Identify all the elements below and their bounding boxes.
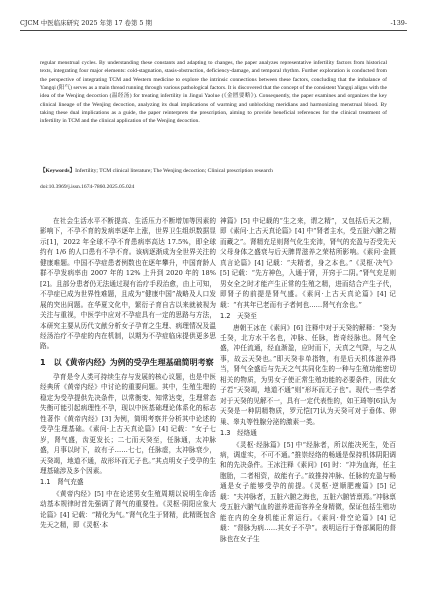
subsection-1-2-paragraph: 唐朝王冰在《素问》[6] 注释中对于天癸的解释：“癸为壬癸，北方水干名也，冲脉、任脉，皆奇经脉也。肾气全盛，冲任流通，经血渐盈，应时而下，天真之气降，与之从事，故云天癸也。”即天癸非单指物，有是后天机体滋养得当，肾气全盛后与先天之气共同化生的一种与生殖功能密切相关的物质，为男女子使正常生殖功能的必要条件，因此女子若“天癸竭，地道不通”则“形坏而无子也”。现代一些学者对于天癸的见解不一，具有一定代表性的，如王琦等[6]认为天癸是一种阴精物质，罗元恺[7]认为天癸可对于垂体、卵巢、睾丸等性腺分泌的激素一类。 <box>220 323 396 426</box>
journal-citation: CJCM 中医临床研究 2025 年第 17 卷第 5 期 <box>20 19 152 27</box>
subsection-heading-1-3: 1.3 经络通 <box>220 429 257 438</box>
running-head <box>20 18 407 31</box>
subsection-1-1-paragraph: 《黄帝内经》[5] 中在论述男女生殖周期以说明生命活动基本规律时首先强调了肾气的重要性。《灵枢·阴阳应象大论篇》[4] 记载：“精化为气。”肾气化生于肾精，此精既包含先天之精，即《灵枢·本 <box>40 489 216 530</box>
abstract-text: regular menstrual cycles. By understanding these constants and adapting to changes, the paper analyzes representative infertility factors from historical texts, integrating four major elements: cold-stagnation, stasis-obstruction, deficiency-damage, and temporal rhythm. Further exploration is conducted from the perspective of integrating TCM and Western medicine to explore the intrinsic connections between these factors, concluding that the imbalance of Yangqi (阳气) serves as a main thread running through various pathological factors. It is discovered that the concept of the consistent Yangqi aligns with the idea of the Wenjing decoction (温经汤) for treating infertility in Jingui Yaolue (《金匮要略》). Consequently, the paper examines and organizes the key clinical lineage of the Wenjing decoction, analyzing its dual implications of warming and unblocking meridians and harmonizing menstrual blood. By taking these dual implications as a guide, the paper reinterprets the prescription, aiming to provide beneficial references for the clinical treatment of infertility in TCM and the clinical application of the Wenjing decoction. <box>40 60 387 125</box>
keywords-label: 【Keywords】 <box>40 168 76 174</box>
subsection-heading-1-2: 1.2 天癸至 <box>220 312 257 321</box>
section-heading-1: 1 以《黄帝内经》为例的受孕生理基础简明考察 <box>40 357 214 367</box>
right-column <box>220 216 396 544</box>
section-1-paragraph: 孕育是令人类可持续生存与发展的核心议题，也是中医经典所《黄帝内经》中讨论的重要问题。其中，生殖生理的稳定为受孕提供先决条件，以常衡变、知常达变，生理常态失衡可能引起病理性不孕，现以中医基础理论体系化的标志性著作《黄帝内经》[3] 为例，简明考察并分析其中论述的受孕生理基础。《素问·上古天真论篇》[4] 记载：“女子七岁，肾气盛，齿更发长；二七而天癸至，任脉通，太冲脉盛，月事以时下，故有子……七七，任脉虚，太冲脉衰少，天癸竭，地道不通，故形坏而无子也。”其点明女子受孕的生理基础涉及多个因素。 <box>40 372 216 475</box>
doi-line: doi:10.3969/j.issn.1674-7860.2025.05.024 <box>40 184 135 190</box>
english-abstract <box>40 59 387 126</box>
keywords-text: Infertility; TCM clinical literature; The Wenjing decoction; Clinical prescription research <box>75 168 273 174</box>
page-number: -139- <box>390 19 407 27</box>
subsection-1-3-paragraph: 《灵枢·经脉篇》[5] 中“经脉者，所以能决死生，处百病，调虚实，不可不通。”推崇经络的畅通是保持机体阴阳调和的先决条件。王冰注释《素问》[6] 时：“冲为血海，任主胞胎，二者相资，故能有子。”故推持冲脉、任脉的充盈与畅通是女子能够受孕的前提。《灵枢·逆顺肥瘦篇》[5] 记载：“夫冲脉者，五脏六腑之海也，五脏六腑皆禀焉。”冲脉禀受五脏六腑气血的滋养进而容养全身精微，保证包括生殖功能在内的全身机能正常运行。《素问·骨空论篇》[4] 记载：“督脉为病……其女子不孕”。表明运行于脊部属阳的督脉也在女子生 <box>220 440 396 543</box>
subsection-1-1-continued: 神篇》[5] 中记载的“生之来，谓之精”，又包括后天之精，即《素问·上古天真论篇》[4] 中“肾者主水，受五脏六腑之精而藏之”。肾精充足则肾气化生充沛，肾气的充盈与否受先天父母身体之盛衰与后天脾胃滋养之荣枯所影响。《素问·金匮真言论篇》[4] 记载：“夫精者，身之本也。”《灵枢·决气》[5] 记载：“先方神色，入通于肾，开窍于二阴。”肾气充足则男女全之时才能产生正常的生殖之精，进而结合产生子代，即肾子的前提是肾气盛。《素问·上古天真论篇》[4] 记载：“有其年已老而有子者何也……肾气有余也。” <box>220 217 396 309</box>
subsection-heading-1-1: 1.1 肾气充盛 <box>40 478 84 487</box>
keywords-line <box>40 167 387 175</box>
intro-paragraph: 在社会生活水平不断提高、生活压力不断增加等因素的影响下，不孕不育的发病率逐年上涨，世界卫生组织数据显示[1]，2022 年全球不孕不育患病率高达 17.5%，即全球约有 1/6 的人口患有不孕不育。该病逐渐成为全世界关注的健康难题。中国不孕症患者例数也在逐年攀升，中国育龄人群不孕发病率由 2007 年的 12% 上升到 2020 年的 18%[2]。且部分患者仍无法通过现有治疗手段治愈，由上可知，不孕症已成为世界性难题，且成为“健康中国”战略及人口发展的突出问题。在华夏文化中，繁衍子育自古以来就被视为关注与重视，中医学中应对不孕症具有一定的思路与方法，本研究主要从历代文献分析女子孕育之生理、病理情况及温经汤治疗不孕症的内在机制，以期为不孕症临床提供更多思路。 <box>40 217 216 351</box>
left-column <box>40 216 216 531</box>
